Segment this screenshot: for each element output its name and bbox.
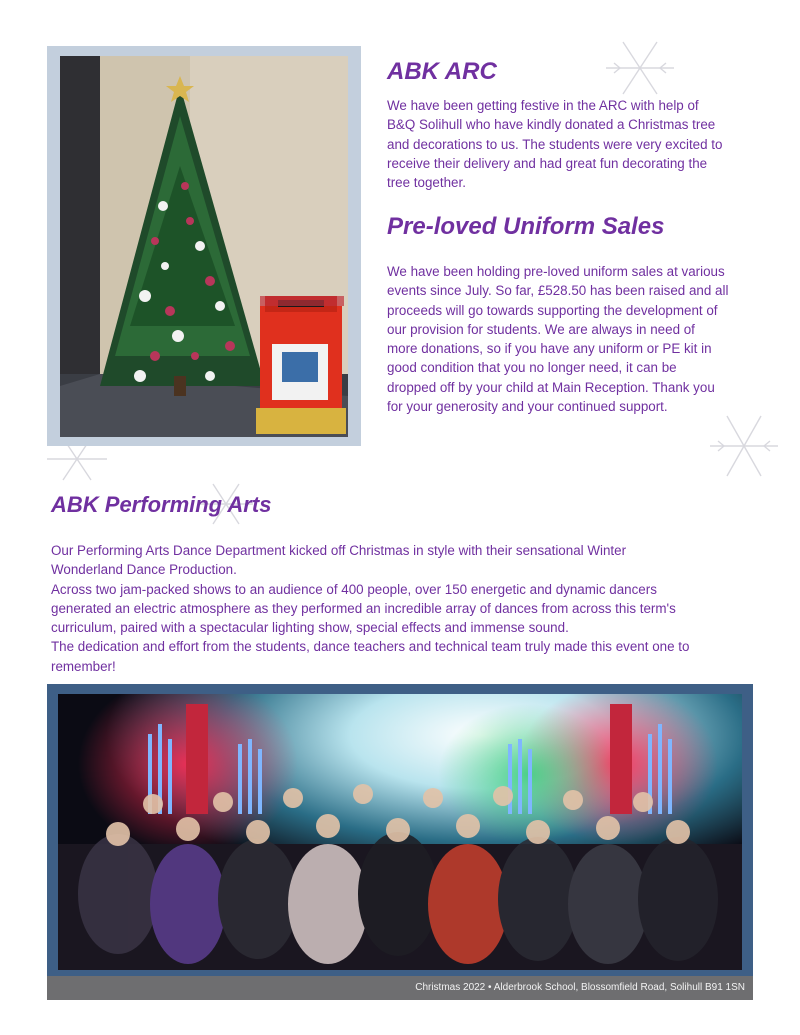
text-line: generated an electric atmosphere as they performed an incredible array of dances from across this term's (51, 600, 676, 616)
text-line: dropped off by your child at Main Reception. Thank you (387, 379, 715, 395)
snowflake-icon (706, 408, 782, 484)
uniform-body (387, 262, 757, 416)
performing-arts-body (51, 541, 771, 676)
christmas-tree-photo (60, 56, 348, 437)
text-line: receive their delivery and had great fun decorating the (387, 155, 708, 171)
text-line: events since July. So far, £528.50 has been raised and all (387, 283, 729, 299)
footer-bar (47, 976, 753, 1000)
text-line: Our Performing Arts Dance Department kicked off Christmas in style with their sensational Winter (51, 543, 627, 558)
arc-body (387, 96, 757, 192)
text-line: and decorations to us. The students were very excited to (387, 136, 723, 152)
text-line: for your generosity and your continued support. (387, 399, 668, 415)
text-line: remember! (51, 658, 116, 674)
text-line: Across two jam-packed shows to an audience of 400 people, over 150 energetic and dynamic dancers (51, 581, 657, 597)
text-line: tree together. (387, 175, 466, 191)
dance-production-photo (58, 694, 742, 970)
text-line: We have been holding pre-loved uniform sales at various (387, 264, 725, 279)
text-line: B&Q Solihull who have kindly donated a Christmas tree (387, 117, 716, 133)
arc-title: ABK ARC (387, 58, 497, 85)
uniform-title: Pre-loved Uniform Sales (387, 213, 665, 240)
text-line: We have been getting festive in the ARC with help of (387, 98, 699, 113)
text-line: more donations, so if you have any uniform or PE kit in (387, 341, 712, 357)
snowflake-icon (602, 40, 678, 96)
footer-text: Christmas 2022 • Alderbrook School, Blossomfield Road, Solihull B91 1SN (415, 982, 745, 993)
performing-arts-title: ABK Performing Arts (51, 492, 272, 517)
text-line: curriculum, paired with a spectacular lighting show, special effects and immense sound. (51, 620, 569, 636)
text-line: proceeds will go towards supporting the development of (387, 302, 718, 318)
text-line: our provision for students. We are always in need of (387, 321, 695, 337)
text-line: good condition that you no longer need, it can be (387, 360, 677, 376)
text-line: Wonderland Dance Production. (51, 562, 237, 578)
text-line: The dedication and effort from the students, dance teachers and technical team truly made this event one to (51, 639, 690, 655)
